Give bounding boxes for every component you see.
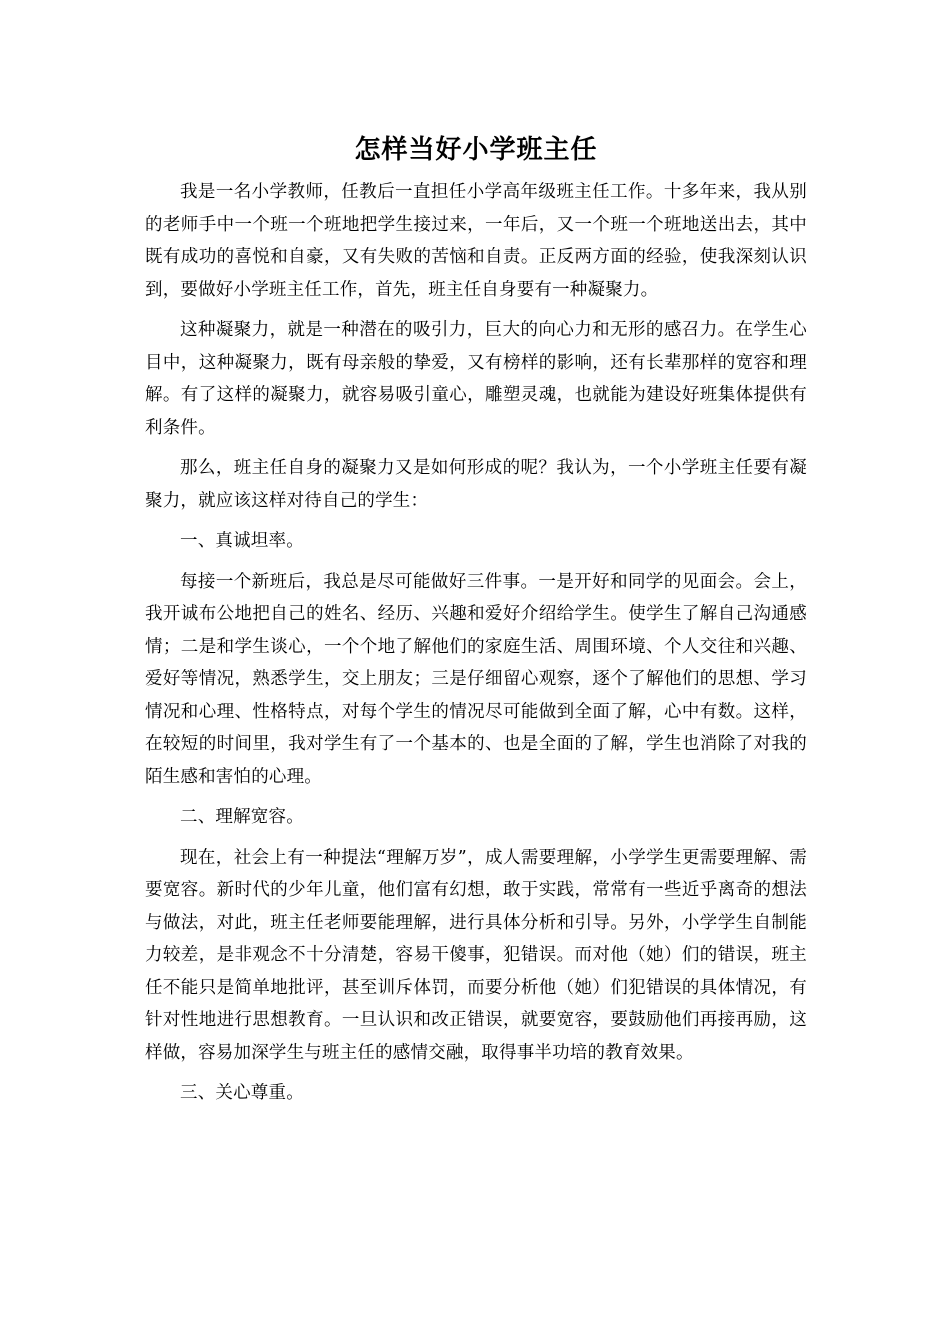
- document-title: 怎样当好小学班主任: [354, 135, 598, 165]
- paragraph-section-1: 每接一个新班后，我总是尽可能做好三件事。一是开好和同学的见面会。会上，我开诚布公地把自己的姓名、经历、兴趣和爱好介绍给学生。使学生了解自己沟通感情；二是和学生谈心，一个个地了解他们的家庭生活、周围环境、个人交往和兴趣、爱好等情况，熟悉学生，交上朋友；三是仔细留心观察，逐个了解他们的思想、学习情况和心理、性格特点，对每个学生的情况尽可能做到全面了解，心中有数。这样，在较短的时间里，我对学生有了一个基本的、也是全面的了解，学生也消除了对我的陌生感和害怕的心理。: [145, 571, 807, 787]
- document-page: [145, 128, 807, 1118]
- paragraph-intro: 我是一名小学教师，任教后一直担任小学高年级班主任工作。十多年来，我从别的老师手中一个班一个班地把学生接过来，一年后，又一个班一个班地送出去，其中既有成功的喜悦和自豪，又有失败的苦恼和自责。正反两方面的经验，使我深刻认识到，要做好小学班主任工作，首先，班主任自身要有一种凝聚力。: [145, 182, 807, 300]
- paragraph-cohesion: 这种凝聚力，就是一种潜在的吸引力，巨大的向心力和无形的感召力。在学生心目中，这种凝聚力，既有母亲般的挚爱，又有榜样的影响，还有长辈那样的宽容和理解。有了这样的凝聚力，就容易吸引童心，雕塑灵魂，也就能为建设好班集体提供有利条件。: [145, 320, 807, 438]
- paragraph-question: 那么，班主任自身的凝聚力又是如何形成的呢？我认为，一个小学班主任要有凝聚力，就应该这样对待自己的学生：: [145, 458, 807, 511]
- section-heading-3: 三、关心尊重。: [180, 1083, 304, 1103]
- paragraph-section-2: 现在，社会上有一种提法“理解万岁”，成人需要理解，小学学生更需要理解、需要宽容。新时代的少年儿童，他们富有幻想，敢于实践，常常有一些近乎离奇的想法与做法，对此，班主任老师要能理解，进行具体分析和引导。另外，小学学生自制能力较差，是非观念不十分清楚，容易干傻事，犯错误。而对他（她）们的错误，班主任不能只是简单地批评，甚至训斥体罚，而要分析他（她）们犯错误的具体情况，有针对性地进行思想教育。一旦认识和改正错误，就要宽容，要鼓励他们再接再励，这样做，容易加深学生与班主任的感情交融，取得事半功培的教育效果。: [145, 847, 807, 1063]
- section-heading-1: 一、真诚坦率。: [180, 531, 304, 551]
- section-heading-2: 二、理解宽容。: [180, 807, 304, 827]
